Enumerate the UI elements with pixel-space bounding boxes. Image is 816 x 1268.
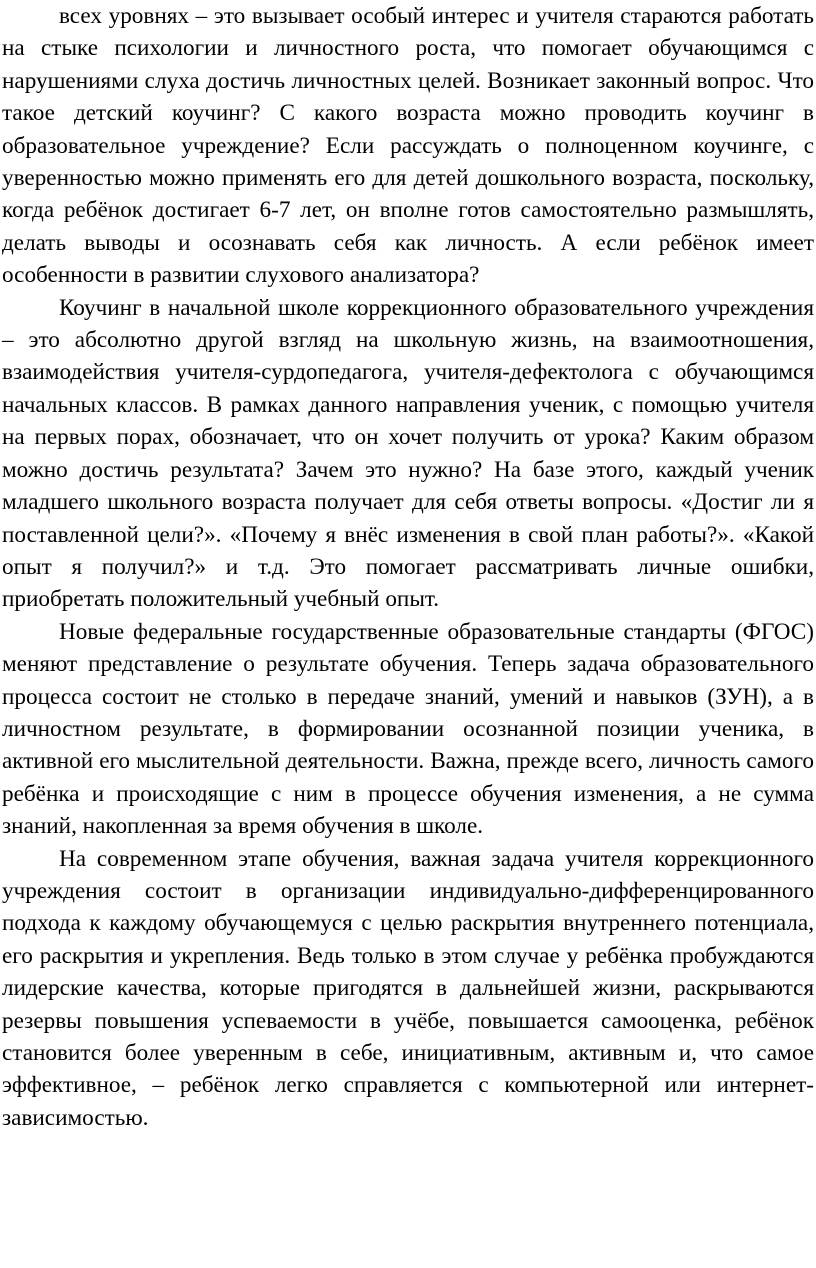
paragraph-1: всех уровнях – это вызывает особый интерес и учителя стараются работать на стыке психологии и личностного роста, что помогает обучающимся с нарушениями слуха достичь личностных целей. Возникает законный вопрос. Что такое детский коучинг? С какого возраста можно проводить коучинг в образовательное учреждение? Если рассуждать о полноценном коучинге, с уверенностью можно применять его для детей дошкольного возраста, поскольку, когда ребёнок достигает 6-7 лет, он вполне готов самостоятельно размышлять, делать выводы и осознавать себя как личность. А если ребёнок имеет особенности в развитии слухового анализатора? [2, 3, 814, 289]
paragraph-3: Новые федеральные государственные образовательные стандарты (ФГОС) меняют представление о результате обучения. Теперь задача образовательного процесса состоит не столько в передаче знаний, умений и навыков (ЗУН), а в личностном результате, в формировании осознанной позиции ученика, в активной его мыслительной деятельности. Важна, прежде всего, личность самого ребёнка и происходящие с ним в процессе обучения изменения, а не сумма знаний, накопленная за время обучения в школе. [2, 618, 814, 840]
paragraph-4: На современном этапе обучения, важная задача учителя коррекционного учреждения состоит в организации индивидуально-дифференцированного подхода к каждому обучающемуся с целью раскрытия внутреннего потенциала, его раскрытия и укрепления. Ведь только в этом случае у ребёнка пробуждаются лидерские качества, которые пригодятся в дальнейшей жизни, раскрываются резервы повышения успеваемости в учёбе, повышается самооценка, ребёнок становится более уверенным в себе, инициативным, активным и, что самое эффективное, – ребёнок легко справляется с компьютерной или интернет-зависимостью. [2, 845, 814, 1131]
paragraph-2: Коучинг в начальной школе коррекционного образовательного учреждения – это абсолютно другой взгляд на школьную жизнь, на взаимоотношения, взаимодействия учителя-сурдопедагога, учителя-дефектолога с обучающимся начальных классов. В рамках данного направления ученик, с помощью учителя на первых порах, обозначает, что он хочет получить от урока? Каким образом можно достичь результата? Зачем это нужно? На базе этого, каждый ученик младшего школьного возраста получает для себя ответы вопросы. «Достиг ли я поставленной цели?». «Почему я внёс изменения в свой план работы?». «Какой опыт я получил?» и т.д. Это помогает рассматривать личные ошибки, приобретать положительный учебный опыт. [2, 294, 814, 613]
